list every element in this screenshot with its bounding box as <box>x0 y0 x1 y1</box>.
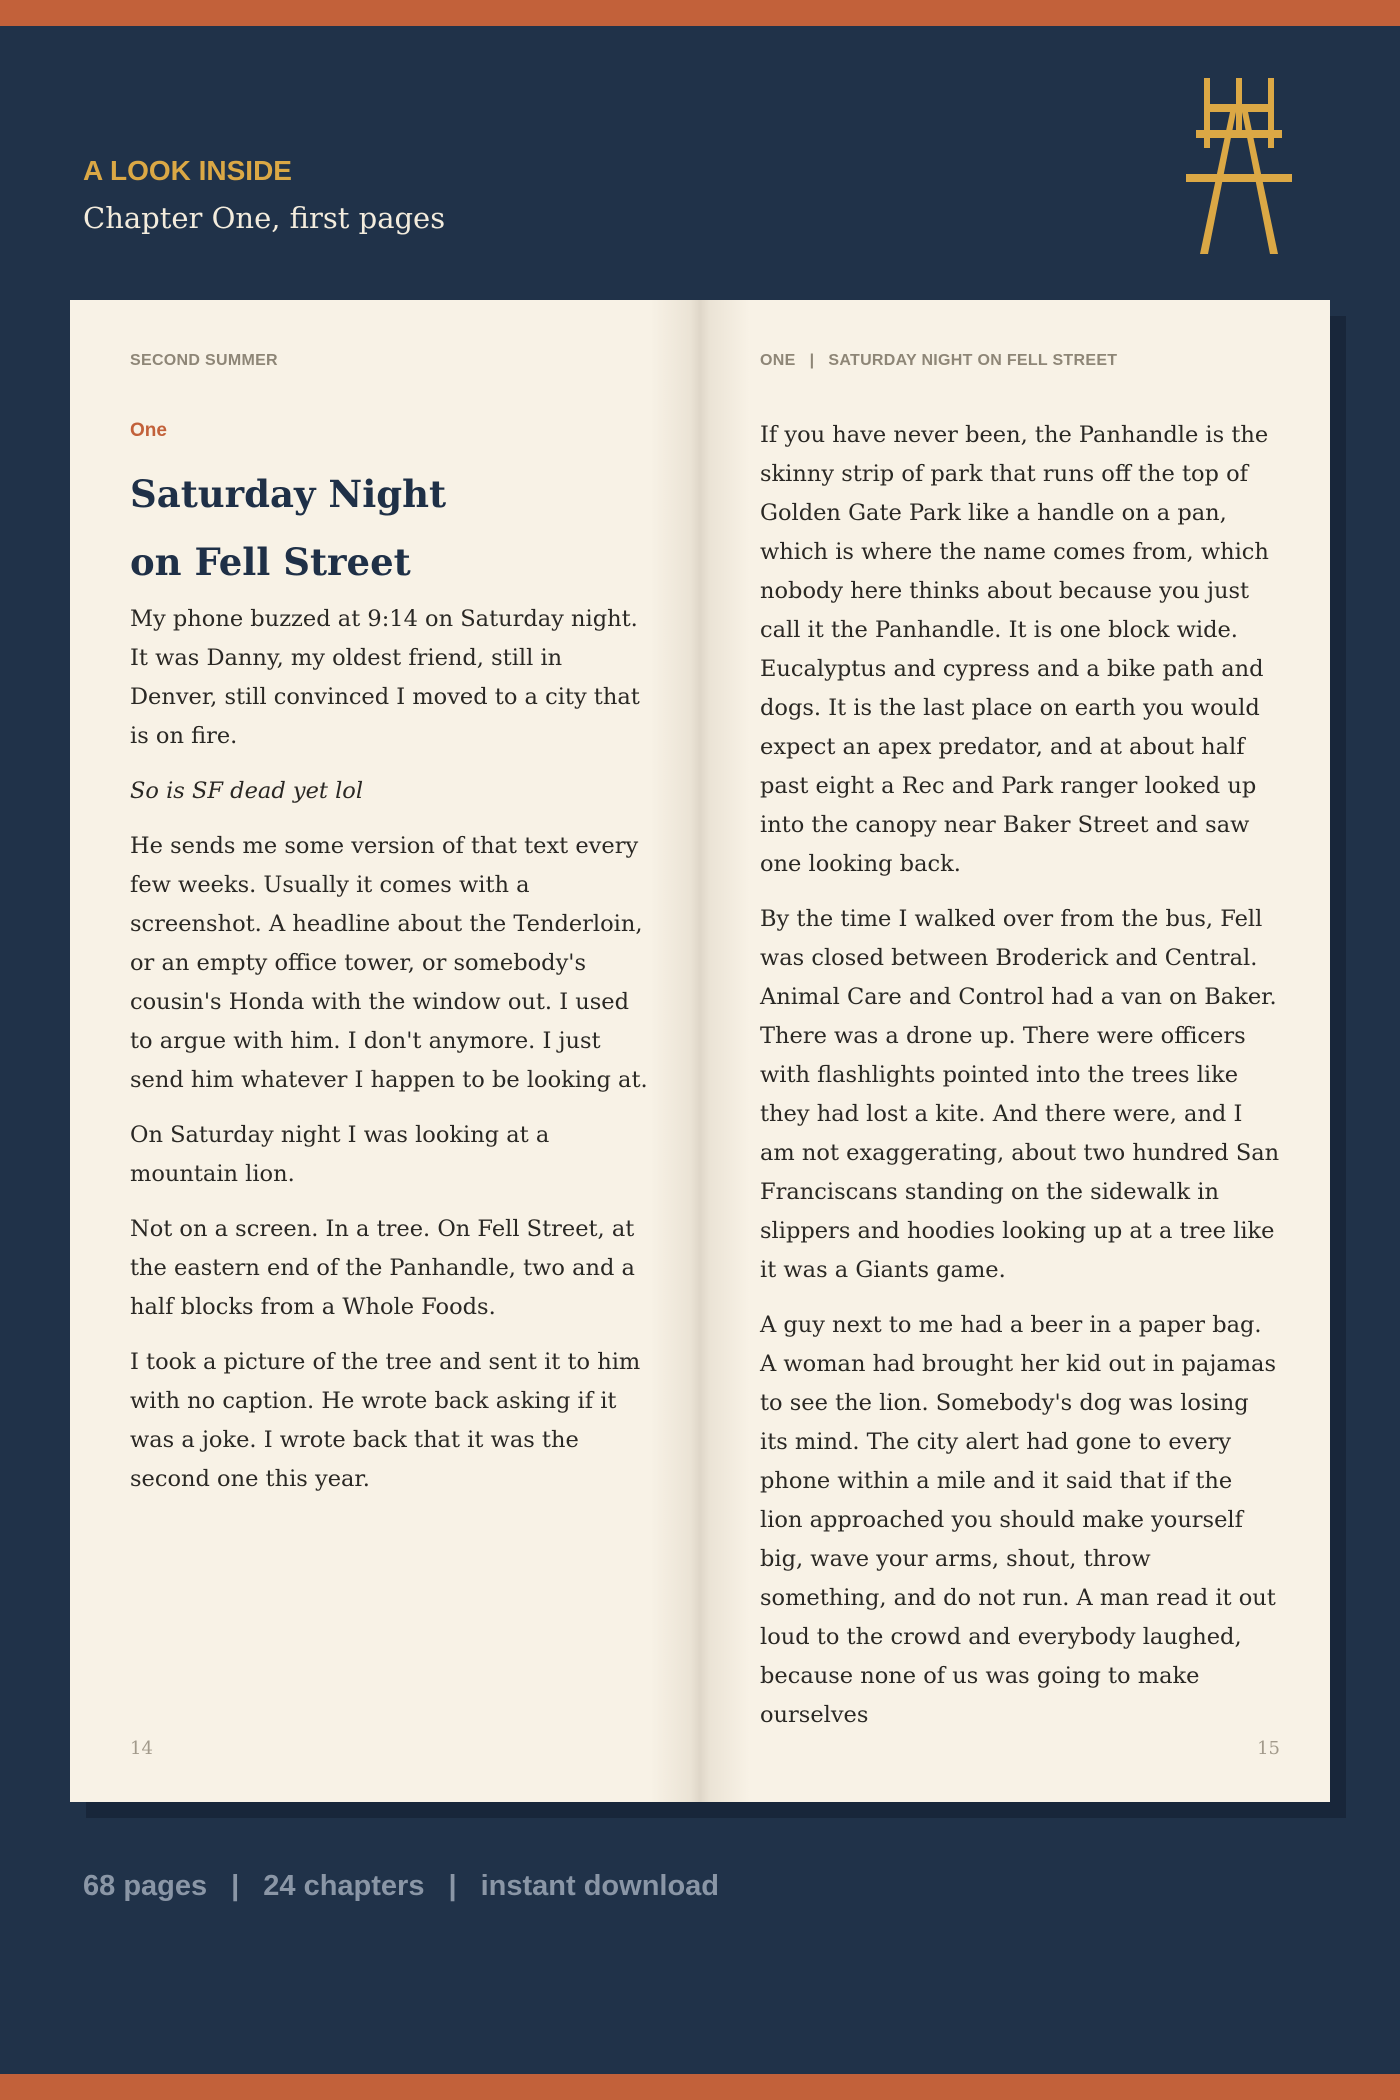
book-gutter <box>650 300 750 1802</box>
chapter-count: 24 chapters <box>263 1870 425 1902</box>
top-accent-band <box>0 0 1400 26</box>
page-count: 68 pages <box>83 1870 208 1902</box>
footer-stats <box>83 1870 719 1903</box>
bridge-tower-icon <box>1186 78 1292 254</box>
running-head-right <box>760 352 1117 370</box>
open-book <box>70 300 1330 1802</box>
running-head-chapter: ONE <box>760 352 796 369</box>
chapter-title-line-1: Saturday Night <box>130 472 447 516</box>
header-subtitle: Chapter One, first pages <box>83 201 446 235</box>
chapter-title-line-2: on Fell Street <box>130 540 411 584</box>
page-number-right: 15 <box>1257 1738 1280 1759</box>
paragraph: I took a picture of the tree and sent it to him with no caption. He wrote back asking if it was a joke. I wrote back that it was the second one this year. <box>130 1349 641 1492</box>
paragraph: If you have never been, the Panhandle is the skinny strip of park that runs off the top of Golden Gate Park like a handle on a pan, which is where the name comes from, which nobody here thinks about because you just call it the Panhandle. It is one block wide. Eucalyptus and cypress and a bike path and dogs. It is the last place on earth you would expect an apex predator, and at about half past eight a Rec and Park ranger looked up into the canopy near Baker Street and saw one looking back. <box>760 422 1269 877</box>
paragraph: A guy next to me had a beer in a paper bag. A woman had brought her kid out in pajamas to see the lion. Somebody's dog was losing its mind. The city alert had gone to every phone within a mile and it said that if the lion approached you should make yourself big, wave your arms, shout, throw something, and do not run. A man read it out loud to the crowd and everybody laughed, because none of us was going to make ourselves <box>760 1312 1277 1728</box>
chapter-title <box>130 460 446 596</box>
footer-separator: | <box>231 1870 240 1902</box>
paragraph: By the time I walked over from the bus, Fell was closed between Broderick and Central. Animal Care and Control had a van on Baker. There was a drone up. There were officers with flashlights pointed into the trees like they had lost a kite. And there were, and I am not exaggerating, about two hundred San Franciscans standing on the sidewalk in slippers and hoodies looking up at a tree like it was a Giants game. <box>760 906 1280 1283</box>
running-head-separator: | <box>809 352 815 369</box>
paragraph: On Saturday night I was looking at a mountain lion. <box>130 1122 550 1187</box>
text-message-quote: So is SF dead yet lol <box>130 778 364 804</box>
chapter-label: One <box>130 420 167 441</box>
paragraph: My phone buzzed at 9:14 on Saturday night. It was Danny, my oldest friend, still in Denver, still convinced I moved to a city that is on fire. <box>130 606 640 749</box>
running-head-title: SATURDAY NIGHT ON FELL STREET <box>828 352 1118 369</box>
running-head-left: SECOND SUMMER <box>130 352 278 369</box>
left-page <box>130 300 648 1802</box>
eyebrow-label: A LOOK INSIDE <box>83 155 292 186</box>
paragraph: He sends me some version of that text every few weeks. Usually it comes with a screenshot. A headline about the Tenderloin, or an empty office tower, or somebody's cousin's Honda with the window out. I used to argue with him. I don't anymore. I just send him whatever I happen to be looking at. <box>130 833 648 1093</box>
page-number-left: 14 <box>130 1738 153 1759</box>
header <box>83 150 445 240</box>
right-page <box>760 300 1280 1802</box>
paragraph: Not on a screen. In a tree. On Fell Street, at the eastern end of the Panhandle, two and a half blocks from a Whole Foods. <box>130 1216 635 1320</box>
right-page-body <box>760 416 1280 1751</box>
left-page-body <box>130 600 650 1515</box>
bottom-accent-band <box>0 2074 1400 2100</box>
download-note: instant download <box>480 1870 720 1902</box>
footer-separator: | <box>448 1870 457 1902</box>
